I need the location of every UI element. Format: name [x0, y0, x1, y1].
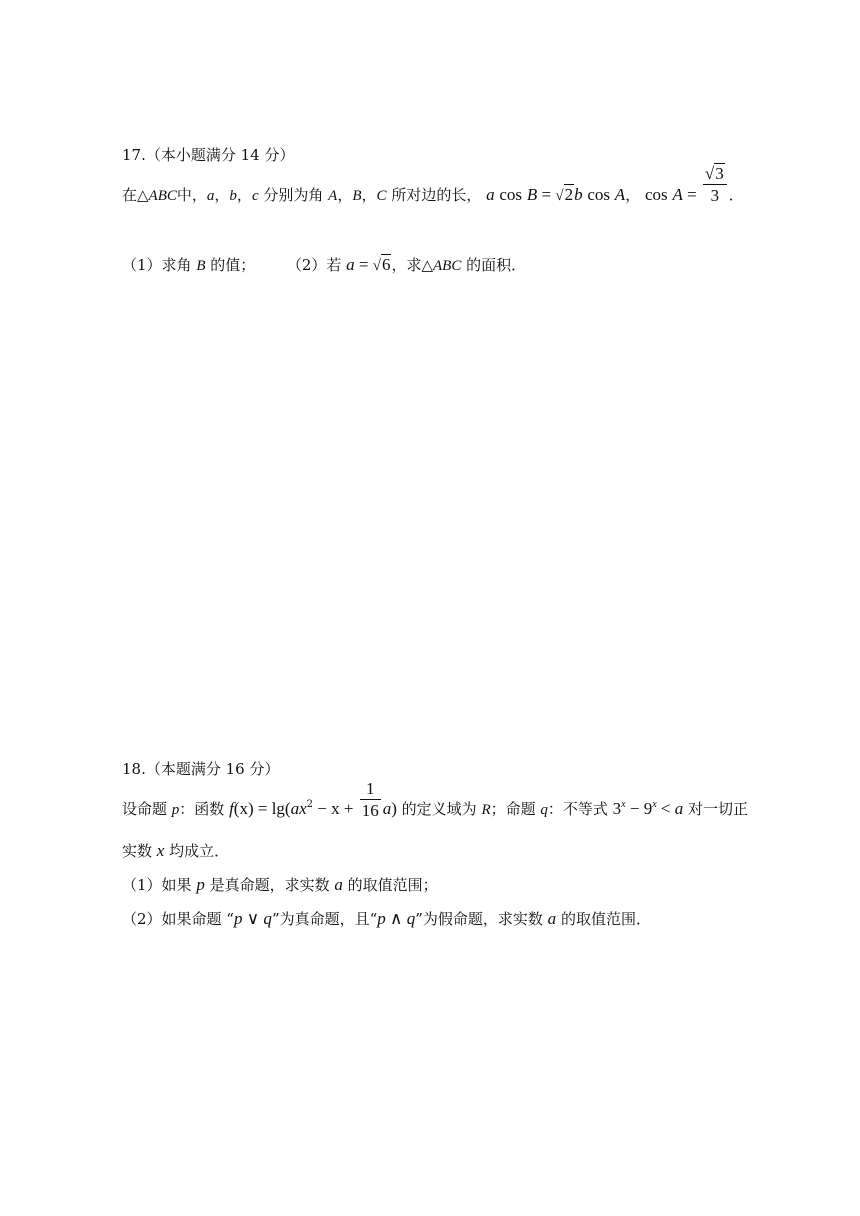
question-18-part-2: （2）如果命题 “p ∨ q”为真命题，且“p ∧ q”为假命题，求实数 a 的取值范围． [122, 909, 651, 928]
question-17-parts: （1）求角 B 的值； （2）若 a = √6，求△ABC 的面积． [122, 255, 527, 274]
equation-acosB: a cos B = √2b cos A [486, 185, 626, 204]
question-18-stem-line1: 设命题 p：函数 $f(x) = \lg(ax^2 - x$ + $\frac{1}{16}$ a) 的定义域为 R；命题 q：不等式 $3^x - 9^x < a$ 对一切正 [122, 779, 749, 820]
question-17-header: 17.（本小题满分 14 分） [122, 146, 295, 164]
question-18-header: 18.（本题满分 16 分） [122, 760, 280, 778]
question-18-stem-line2: 实数 x 均成立． [122, 841, 230, 860]
inequality-q: $3^x - 9^x < a$ [612, 799, 684, 818]
question-17-stem: 在△ABC中，a，b，c 分别为角 A，B，C 所对边的长， a cos B = √2b cos A， cos A = $\frac{√3}{3}$ ． [122, 164, 744, 205]
question-18-part-1: （1）如果 p 是真命题，求实数 a 的取值范围； [122, 875, 438, 894]
equation-cosA: cos A = $\frac{√3}{3}$ [645, 186, 729, 204]
equation-fx: $f(x) = \lg(ax^2 - x$ + $\frac{1}{16}$ a) [229, 779, 397, 820]
